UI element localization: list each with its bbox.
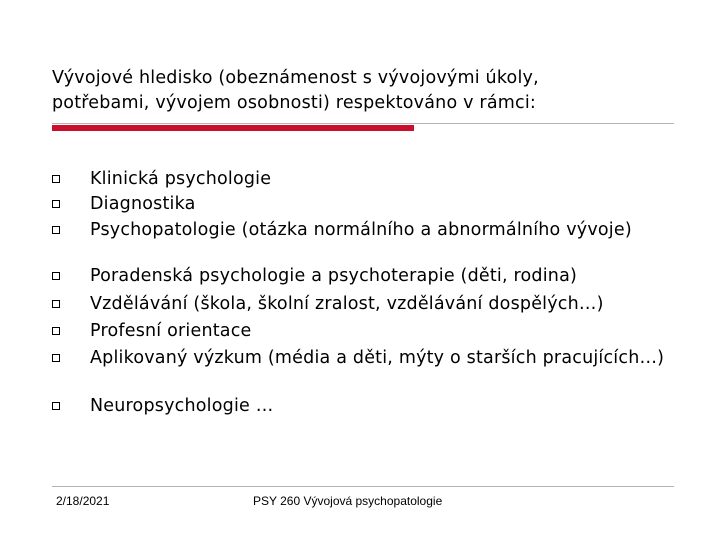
list-item	[52, 350, 672, 367]
slide-title-line-1: Vývojové hledisko (obeznámenost s vývojovými úkoly,	[52, 68, 539, 88]
list-item-text: Neuropsychologie …	[90, 396, 274, 416]
list-item	[52, 196, 672, 213]
title-divider	[52, 123, 674, 124]
list-item-text: Aplikovaný výzkum (média a děti, mýty o starších pracujících…)	[90, 348, 665, 368]
list-item	[52, 222, 672, 239]
list-item-text: Klinická psychologie	[90, 169, 272, 189]
footer-divider	[52, 486, 674, 487]
square-bullet-icon	[52, 354, 60, 362]
list-item	[52, 398, 672, 415]
list-item-text: Psychopatologie (otázka normálního a abnormálního vývoje)	[90, 220, 632, 240]
slide-title	[52, 66, 692, 116]
list-item-text: Vzdělávání (škola, školní zralost, vzdělávání dospělých…)	[90, 294, 604, 314]
list-item-text: Diagnostika	[90, 194, 196, 214]
square-bullet-icon	[52, 200, 60, 208]
list-item-text: Poradenská psychologie a psychoterapie (děti, rodina)	[90, 266, 578, 286]
square-bullet-icon	[52, 272, 60, 280]
title-accent-bar	[52, 125, 414, 131]
square-bullet-icon	[52, 226, 60, 234]
square-bullet-icon	[52, 327, 60, 335]
footer-title: PSY 260 Vývojová psychopatologie	[253, 494, 443, 508]
list-item	[52, 171, 672, 188]
slide-title-line-2: potřebami, vývojem osobnosti) respektováno v rámci:	[52, 93, 536, 113]
list-item	[52, 296, 672, 313]
square-bullet-icon	[52, 402, 60, 410]
square-bullet-icon	[52, 300, 60, 308]
list-item-text: Profesní orientace	[90, 321, 252, 341]
list-item	[52, 268, 672, 285]
list-item	[52, 323, 672, 340]
square-bullet-icon	[52, 175, 60, 183]
footer-date: 2/18/2021	[56, 494, 110, 508]
